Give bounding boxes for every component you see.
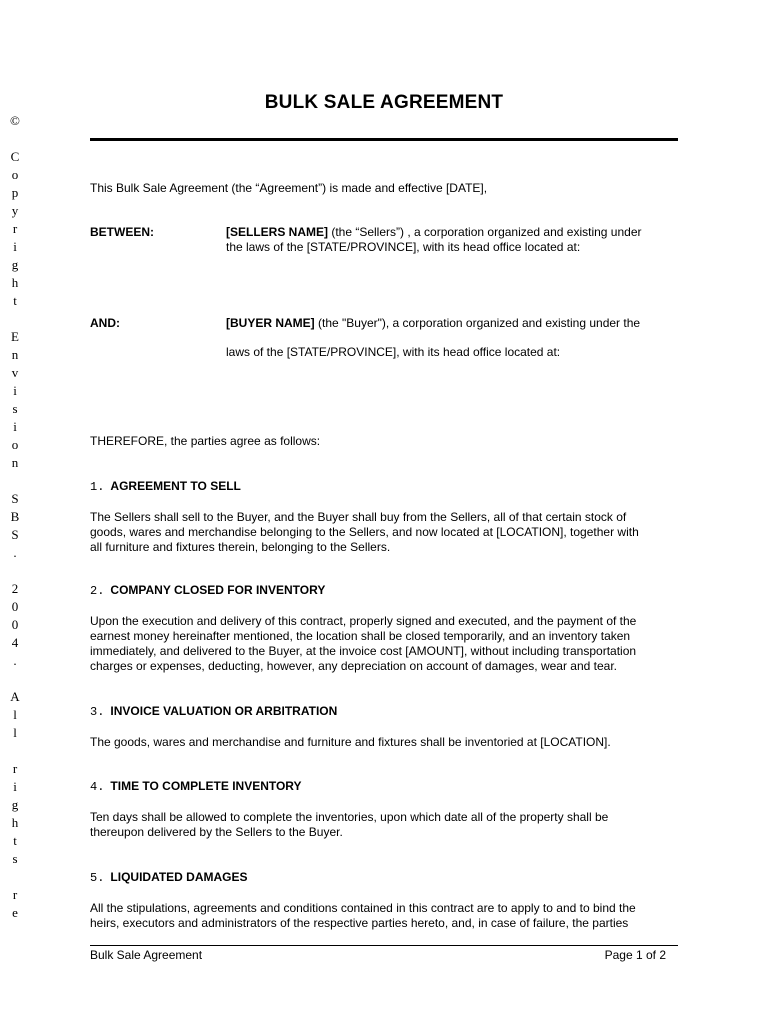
between-label: BETWEEN: <box>90 225 154 239</box>
section-line: Ten days shall be allowed to complete the inventories, upon which date all of the property shall be <box>90 810 609 824</box>
buyer-name: [BUYER NAME] <box>226 316 315 330</box>
and-body <box>226 316 666 360</box>
section-line: immediately, and delivered to the Buyer, at the invoice cost [AMOUNT], without including transportation <box>90 644 637 658</box>
section-body <box>90 614 678 674</box>
sidebar-char: A <box>10 689 20 704</box>
sidebar-char <box>8 868 22 886</box>
section-line: goods, wares and merchandise belonging to the Sellers, and now located at [LOCATION], together with <box>90 525 639 539</box>
sidebar-char: o <box>11 437 19 452</box>
sidebar-char: 0 <box>11 599 19 614</box>
sidebar-char <box>8 130 22 148</box>
page-number: Page 1 of 2 <box>604 948 666 962</box>
section-heading <box>90 704 678 720</box>
sidebar-char: h <box>11 275 19 290</box>
sidebar-char: i <box>13 383 17 398</box>
sidebar-char: y <box>11 203 19 218</box>
section-title: COMPANY CLOSED FOR INVENTORY <box>110 583 326 597</box>
sidebar-char: i <box>13 239 17 254</box>
sidebar-char: r <box>12 761 18 776</box>
section-title: TIME TO COMPLETE INVENTORY <box>110 779 302 793</box>
sidebar-char <box>8 562 22 580</box>
section-heading <box>90 583 678 599</box>
section-line: all furniture and fixtures therein, belonging to the Sellers. <box>90 540 391 554</box>
sidebar-char <box>8 742 22 760</box>
sidebar-char: e <box>12 905 18 920</box>
section-number: 4. <box>90 780 105 794</box>
between-line1: (the “Sellers”) , a corporation organized and existing under <box>328 225 642 239</box>
sidebar-char: l <box>13 725 17 740</box>
sidebar-char: S <box>11 491 19 506</box>
and-label: AND: <box>90 316 120 330</box>
page-footer <box>90 948 666 962</box>
section-title: INVOICE VALUATION OR ARBITRATION <box>110 704 338 718</box>
sidebar-char: l <box>13 707 17 722</box>
intro-paragraph: This Bulk Sale Agreement (the “Agreement”) is made and effective [DATE], <box>90 181 488 195</box>
sidebar-char: s <box>12 401 18 416</box>
footer-title: Bulk Sale Agreement <box>90 948 203 962</box>
section-body <box>90 901 678 931</box>
and-line1: (the "Buyer"), a corporation organized and existing under the <box>314 316 641 330</box>
section-heading <box>90 870 678 886</box>
section-line: heirs, executors and administrators of the respective parties hereto, and, in case of failure, the parties <box>90 916 629 930</box>
section-body <box>90 735 678 750</box>
sidebar-char: B <box>10 509 20 524</box>
sidebar-char: E <box>11 329 19 344</box>
footer-rule <box>90 945 678 946</box>
sidebar-char: i <box>13 779 17 794</box>
sidebar-char: v <box>11 365 19 380</box>
sidebar-char: n <box>11 347 19 362</box>
therefore-paragraph: THEREFORE, the parties agree as follows: <box>90 434 321 448</box>
sidebar-char: s <box>12 851 18 866</box>
sidebar-char: . <box>13 545 17 560</box>
sidebar-char: i <box>13 419 17 434</box>
sidebar-char: h <box>11 815 19 830</box>
sidebar-char: t <box>13 293 17 308</box>
seller-name: [SELLERS NAME] <box>226 225 328 239</box>
sidebar-char: t <box>13 833 17 848</box>
section-number: 5. <box>90 871 105 885</box>
section-line: Upon the execution and delivery of this contract, properly signed and executed, and the payment of the <box>90 614 637 628</box>
sidebar-char <box>8 310 22 328</box>
sidebar-char: . <box>13 653 17 668</box>
section-line: thereupon delivered by the Sellers to the Buyer. <box>90 825 343 839</box>
section-title: AGREEMENT TO SELL <box>110 479 241 493</box>
between-body <box>226 225 666 255</box>
and-line2: laws of the [STATE/PROVINCE], with its head office located at: <box>226 345 561 359</box>
sidebar-char: p <box>11 185 19 200</box>
sidebar-char: 4 <box>11 635 19 650</box>
section-body <box>90 810 678 840</box>
sidebar-char: C <box>10 149 20 164</box>
section-number: 1. <box>90 480 105 494</box>
sidebar-char: S <box>11 527 19 542</box>
section-line: The Sellers shall sell to the Buyer, and the Buyer shall buy from the Sellers, all of that certain stock of <box>90 510 627 524</box>
title-rule <box>90 138 678 141</box>
sidebar-char <box>8 472 22 490</box>
sidebar-char: g <box>11 797 19 812</box>
sidebar-char: o <box>11 167 19 182</box>
section-number: 3. <box>90 705 105 719</box>
sidebar-char <box>8 670 22 688</box>
sidebar-char: g <box>11 257 19 272</box>
section-heading <box>90 479 678 495</box>
section-line: All the stipulations, agreements and conditions contained in this contract are to apply to and to bind the <box>90 901 636 915</box>
sidebar-char: r <box>12 887 18 902</box>
section-body <box>90 510 678 555</box>
sidebar-char: 2 <box>11 581 19 596</box>
sidebar-char: r <box>12 221 18 236</box>
sidebar-char: n <box>11 455 19 470</box>
section-heading <box>90 779 678 795</box>
section-line: earnest money hereinafter mentioned, the location shall be closed temporarily, and an inventory taken <box>90 629 631 643</box>
sidebar-char: 0 <box>11 617 19 632</box>
sidebar-char: © <box>10 113 20 128</box>
between-line2: the laws of the [STATE/PROVINCE], with its head office located at: <box>226 240 581 254</box>
document-title: BULK SALE AGREEMENT <box>264 92 504 113</box>
section-line: charges or expenses, deducting, however, any depreciation on account of damages, wear and tear. <box>90 659 618 673</box>
section-title: LIQUIDATED DAMAGES <box>110 870 248 884</box>
section-line: The goods, wares and merchandise and furniture and fixtures shall be inventoried at [LOCATION]. <box>90 735 611 749</box>
section-number: 2. <box>90 584 105 598</box>
copyright-sidebar <box>8 112 22 922</box>
